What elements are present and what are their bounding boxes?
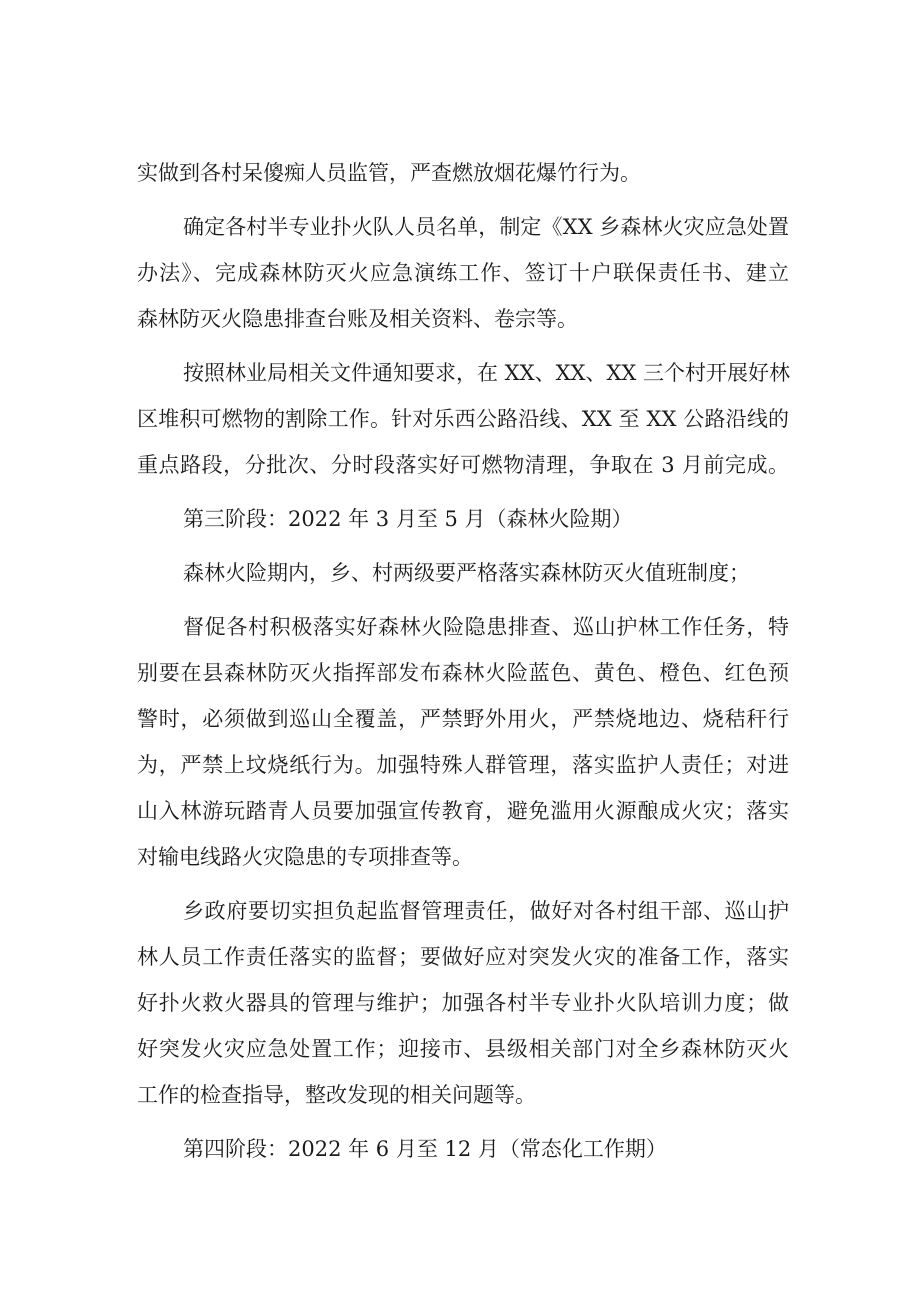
text-line: 林人员工作责任落实的监督；要做好应对突发火灾的准备工作，落实 <box>137 945 789 969</box>
text-line: 好扑火救火器具的管理与维护；加强各村半专业扑火队培训力度；做 <box>137 991 789 1015</box>
stage-heading <box>137 1126 789 1172</box>
paragraph <box>137 604 789 880</box>
text-line: 第三阶段：2022 年 3 月至 5 月（森林火险期） <box>183 507 633 531</box>
text-line: 别要在县森林防灭火指挥部发布森林火险蓝色、黄色、橙色、红色预 <box>137 661 789 685</box>
text-line: 森林火险期内，乡、村两级要严格落实森林防灭火值班制度； <box>183 561 750 585</box>
text-line: 乡政府要切实担负起监督管理责任，做好对各村组干部、巡山护 <box>183 899 789 923</box>
stage-heading <box>137 496 789 542</box>
text-line: 工作的检查指导，整改发现的相关问题等。 <box>137 1083 536 1107</box>
paragraph <box>137 150 789 196</box>
paragraph <box>137 888 789 1118</box>
document-body <box>137 150 789 1172</box>
text-line: 好突发火灾应急处置工作；迎接市、县级相关部门对全乡森林防灭火 <box>137 1037 789 1061</box>
text-line: 山入林游玩踏青人员要加强宣传教育，避免滥用火源酿成火灾；落实 <box>137 799 789 823</box>
text-line: 对输电线路火灾隐患的专项排查等。 <box>137 845 473 869</box>
paragraph <box>137 350 789 488</box>
text-line: 确定各村半专业扑火队人员名单，制定《XX 乡森林火灾应急处置 <box>183 215 789 239</box>
text-line: 第四阶段：2022 年 6 月至 12 月（常态化工作期） <box>183 1137 667 1161</box>
text-line: 办法》、完成森林防灭火应急演练工作、签订十户联保责任书、建立 <box>137 261 789 285</box>
text-line: 警时，必须做到巡山全覆盖，严禁野外用火，严禁烧地边、烧秸秆行 <box>137 707 789 731</box>
text-line: 按照林业局相关文件通知要求，在 XX、XX、XX 三个村开展好林 <box>183 361 791 385</box>
text-line: 实做到各村呆傻痴人员监管，严查燃放烟花爆竹行为。 <box>137 161 641 185</box>
text-line: 为，严禁上坟烧纸行为。加强特殊人群管理，落实监护人责任；对进 <box>137 753 789 777</box>
text-line: 重点路段，分批次、分时段落实好可燃物清理，争取在 3 月前完成。 <box>137 453 789 477</box>
paragraph <box>137 550 789 596</box>
text-line: 督促各村积极落实好森林火险隐患排查、巡山护林工作任务，特 <box>183 615 789 639</box>
text-line: 区堆积可燃物的割除工作。针对乐西公路沿线、XX 至 XX 公路沿线的 <box>137 407 789 431</box>
text-line: 森林防灭火隐患排查台账及相关资料、卷宗等。 <box>137 307 578 331</box>
paragraph <box>137 204 789 342</box>
